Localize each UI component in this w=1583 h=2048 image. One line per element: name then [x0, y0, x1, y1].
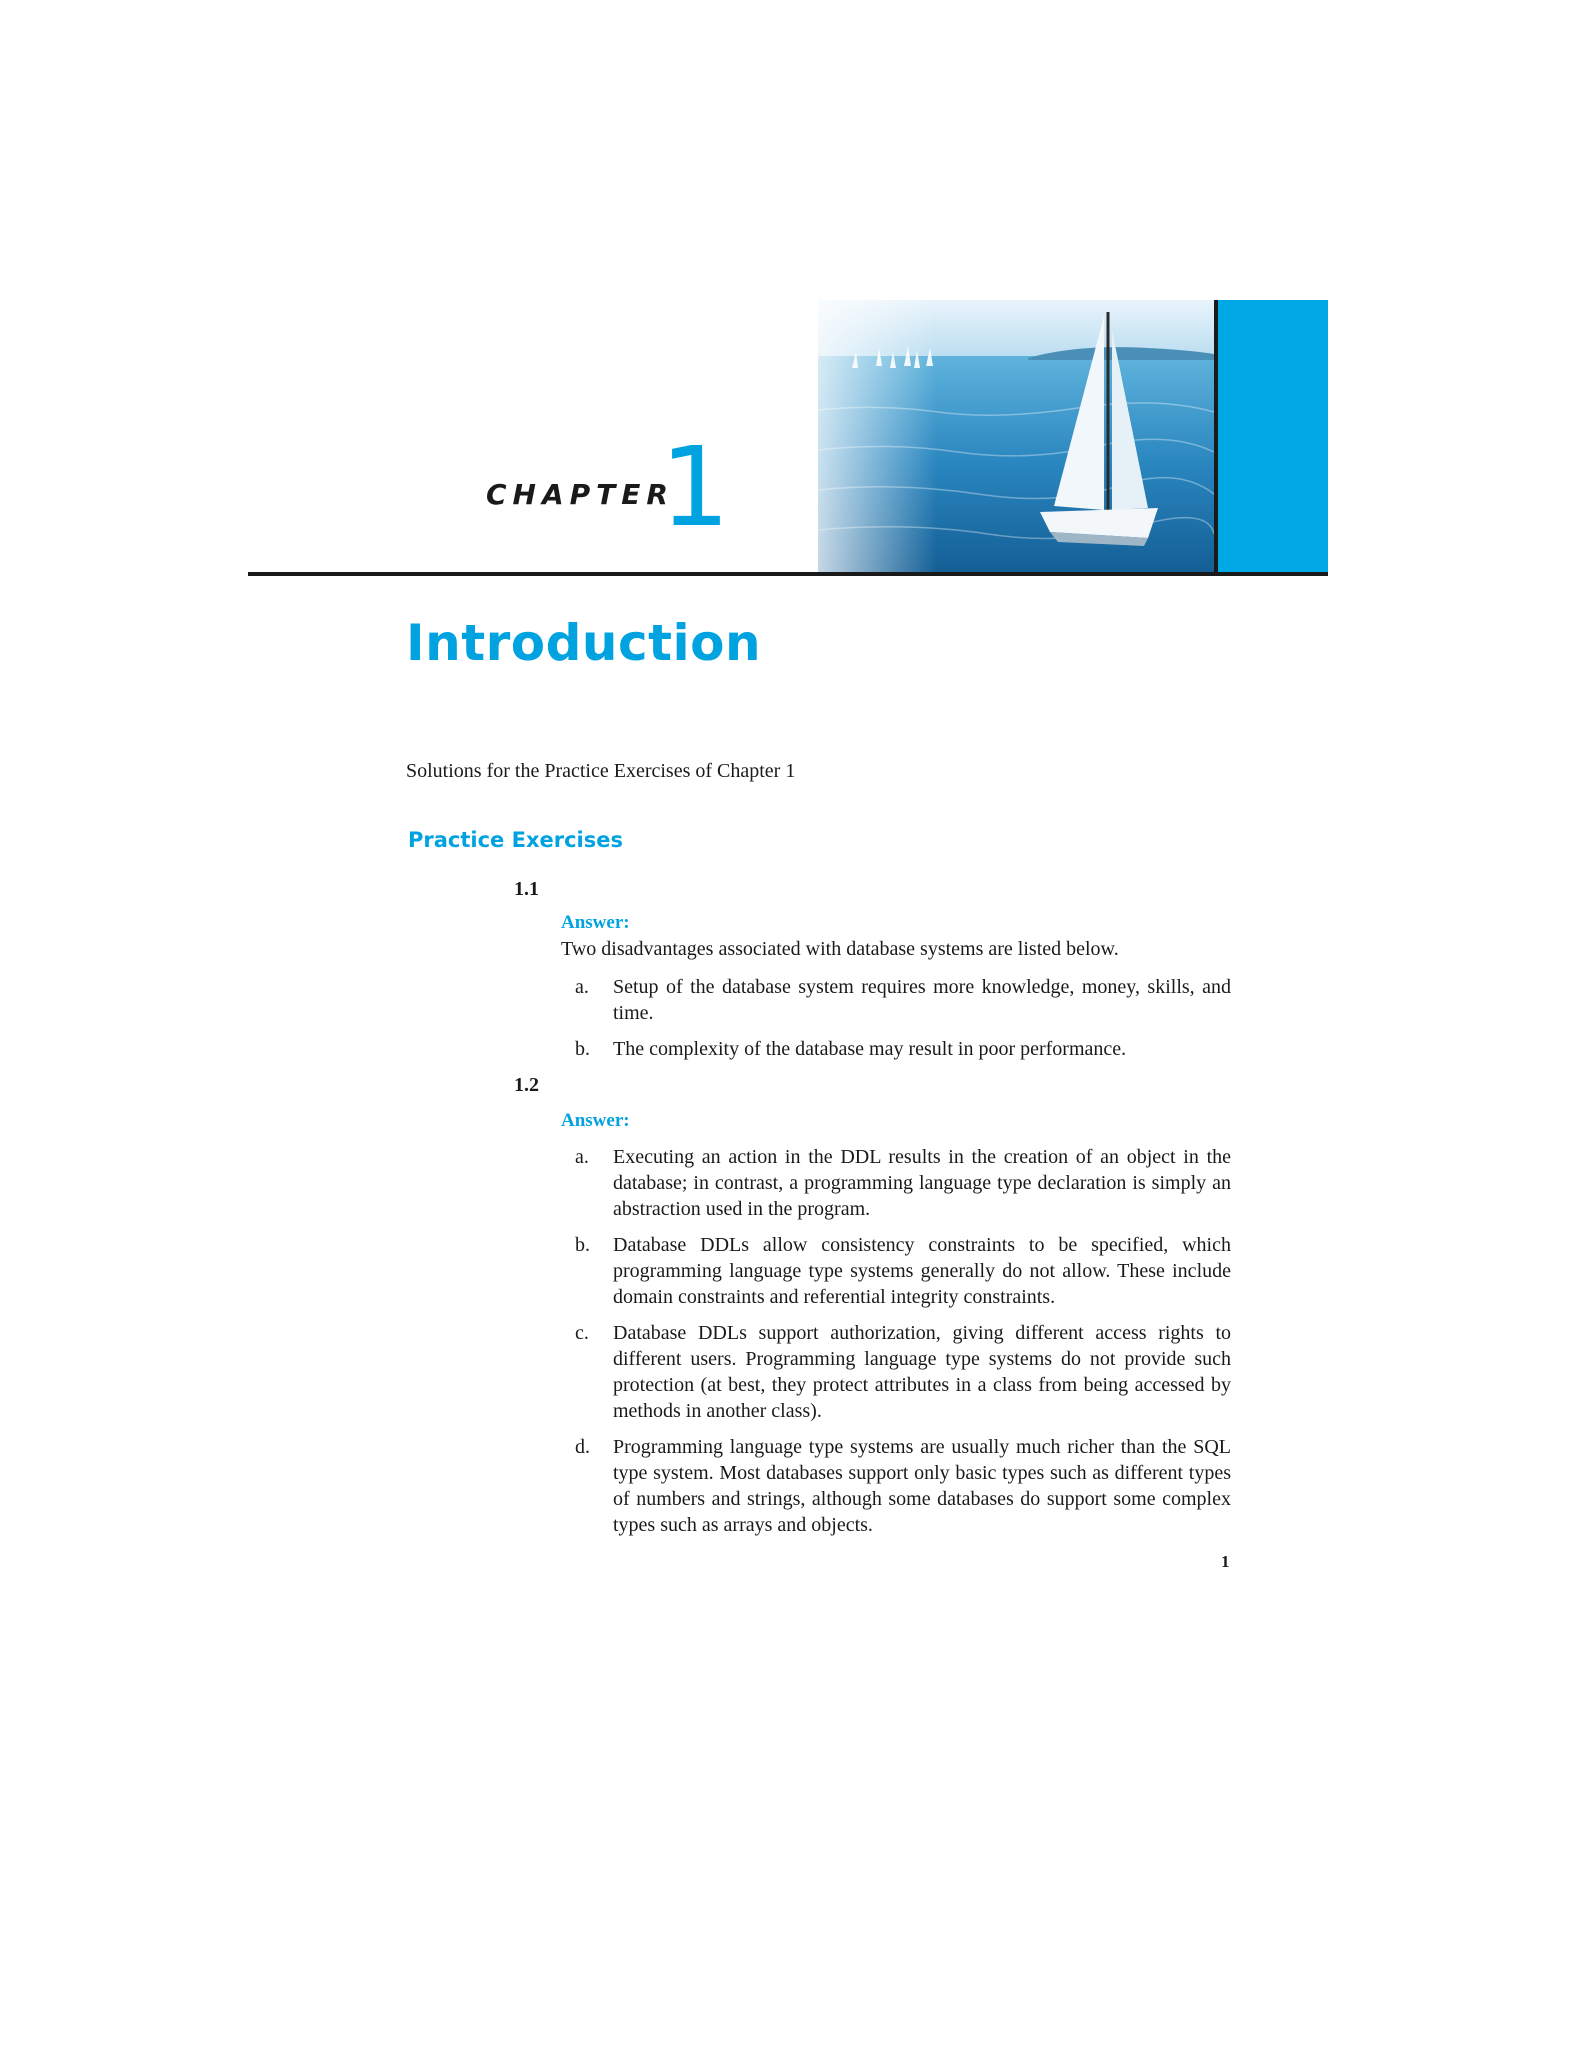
list-item-text: Database DDLs allow consistency constraints to be specified, which programming language type systems generally do not allow. These include domain constraints and referential integrity constraints. [613, 1234, 1231, 1308]
chapter-number: 1 [660, 423, 730, 551]
list-item-text: Setup of the database system requires more knowledge, money, skills, and time. [613, 976, 1231, 1024]
section-heading: Practice Exercises [408, 828, 623, 852]
answer-label: Answer: [561, 1110, 630, 1131]
header-rule [248, 572, 1328, 576]
list-item-text: Database DDLs support authorization, giving different access rights to different users. Programming language type systems do not provide such protection (at best, they protect attributes in a class from being accessed by methods in another class). [613, 1322, 1231, 1422]
list-marker: c. [575, 1322, 589, 1344]
list-item [561, 1320, 1231, 1424]
list-item [561, 974, 1231, 1026]
list-item [561, 1232, 1231, 1310]
chapter-label: CHAPTER [486, 478, 674, 511]
list-item-text: Programming language type systems are usually much richer than the SQL type system. Most databases support only basic types such as different types of numbers and strings, although some databases do support some complex types such as arrays and objects. [613, 1436, 1231, 1536]
list-item [561, 1434, 1231, 1538]
list-item-text: The complexity of the database may result in poor performance. [613, 1038, 1127, 1060]
exercise-number: 1.2 [514, 1074, 539, 1096]
list-item [561, 1144, 1231, 1222]
page-number: 1 [1221, 1552, 1230, 1571]
list-marker: d. [575, 1436, 590, 1458]
answer-label: Answer: [561, 912, 630, 933]
list-item [561, 1036, 1231, 1062]
subtitle: Solutions for the Practice Exercises of Chapter 1 [406, 760, 796, 782]
page-title: Introduction [406, 614, 762, 672]
sailboat-banner-image [818, 300, 1214, 572]
list-marker: b. [575, 1038, 590, 1060]
list-item-text: Executing an action in the DDL results in the creation of an object in the database; in contrast, a programming language type declaration is simply an abstraction used in the program. [613, 1146, 1231, 1220]
list-marker: b. [575, 1234, 590, 1256]
answer-intro: Two disadvantages associated with database systems are listed below. [561, 938, 1119, 960]
list-marker: a. [575, 976, 589, 998]
exercise-number: 1.1 [514, 878, 539, 900]
chapter-color-block [1218, 300, 1328, 572]
list-marker: a. [575, 1146, 589, 1168]
